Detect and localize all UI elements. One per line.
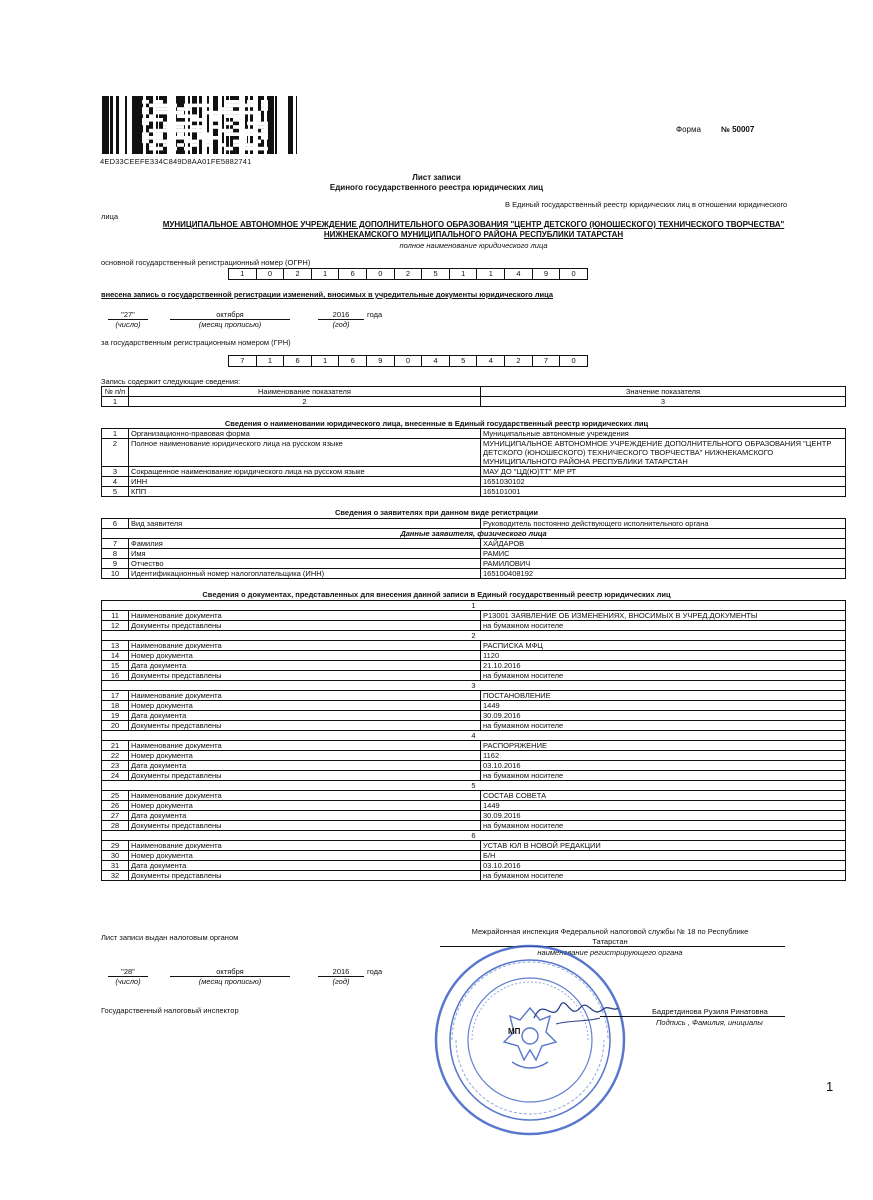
- group-row: 5: [102, 781, 846, 791]
- table-row: 19 Дата документа 30.09.2016: [102, 711, 846, 721]
- barcode-text: 4ED33CEEFE334C849D8AA01FE5882741: [100, 157, 252, 166]
- date2-year: 2016: [332, 967, 350, 976]
- section1-table: [101, 428, 846, 497]
- date1-cap-day: (число): [115, 320, 141, 329]
- table-row: 2 Полное наименование юридического лица на русском языке МУНИЦИПАЛЬНОЕ АВТОНОМНОЕ УЧРЕЖДЕНИЕ ДОПОЛНИТЕЛЬНОГО ОБРАЗОВАНИЯ "ЦЕНТР ДЕТСКОГО (ЮНОШЕСКОГО) ТЕХНИЧЕСКОГО ТВОРЧЕСТВА" НИЖНЕКАМСКОГО МУНИЦИПАЛЬНОГО РАЙОНА РЕСПУБЛИКИ ТАТАРСТАН: [102, 439, 846, 467]
- issued-text: Лист записи выдан налоговым органом: [101, 933, 239, 942]
- document-title: Лист записи: [412, 173, 461, 182]
- date1-cap-year: (год): [332, 320, 350, 329]
- ogrn-digit: 0: [257, 269, 285, 279]
- grn-digit: 2: [505, 356, 533, 366]
- authority-caption: наименование регистрирующего органа: [537, 948, 683, 957]
- table-row: 21 Наименование документа РАСПОРЯЖЕНИЕ: [102, 741, 846, 751]
- page-number: 1: [826, 1079, 834, 1094]
- ogrn-digit: 5: [422, 269, 450, 279]
- document-subtitle: Единого государственного реестра юридических лиц: [329, 183, 544, 192]
- header-table: № п/п Наименование показателя Значение показателя 1 2 3: [101, 386, 846, 407]
- intro-tail: лица: [101, 212, 119, 221]
- date2-cap-day: (число): [115, 977, 141, 986]
- table-row: 4 ИНН 1651030102: [102, 477, 846, 487]
- table-row: 26 Номер документа 1449: [102, 801, 846, 811]
- grn-label: за государственным регистрационным номером (ГРН): [101, 338, 291, 347]
- group-row: 1: [102, 601, 846, 611]
- signer-name: Бадретдинова Рузиля Ринатовна: [652, 1007, 768, 1016]
- ogrn-digit: 2: [284, 269, 312, 279]
- table-row: 20 Документы представлены на бумажном носителе: [102, 721, 846, 731]
- table-row: 15 Дата документа 21.10.2016: [102, 661, 846, 671]
- date2-cap-month: (месяц прописью): [198, 977, 262, 986]
- entry-line: внесена запись о государственной регистрации изменений, вносимых в учредительные документы юридического лица: [101, 290, 554, 299]
- table-row: 22 Номер документа 1162: [102, 751, 846, 761]
- table-row: 27 Дата документа 30.09.2016: [102, 811, 846, 821]
- inspector-label: Государственный налоговый инспектор: [101, 1006, 239, 1015]
- table-row: 18 Номер документа 1449: [102, 701, 846, 711]
- official-stamp-seal: [432, 942, 628, 1138]
- grn-digit: 6: [339, 356, 367, 366]
- table-row: 30 Номер документа Б/Н: [102, 851, 846, 861]
- grn-digit: 9: [367, 356, 395, 366]
- table-row: 32 Документы представлены на бумажном носителе: [102, 871, 846, 881]
- org-name-line2: НИЖНЕКАМСКОГО МУНИЦИПАЛЬНОГО РАЙОНА РЕСПУБЛИКИ ТАТАРСТАН: [323, 230, 624, 239]
- table-row: 28 Документы представлены на бумажном носителе: [102, 821, 846, 831]
- org-name-line1: МУНИЦИПАЛЬНОЕ АВТОНОМНОЕ УЧРЕЖДЕНИЕ ДОПОЛНИТЕЛЬНОГО ОБРАЗОВАНИЯ "ЦЕНТР ДЕТСКОГО (ЮНОШЕСКОГО) ТЕХНИЧЕСКОГО ТВОРЧЕСТВА": [162, 220, 785, 229]
- ogrn-digit: 1: [477, 269, 505, 279]
- table-row: 25 Наименование документа СОСТАВ СОВЕТА: [102, 791, 846, 801]
- table-row: 6 Вид заявителя Руководитель постоянно действующего исполнительного органа: [102, 519, 846, 529]
- grn-digits: [228, 355, 588, 367]
- grn-digit: 4: [422, 356, 450, 366]
- authority-line2: Татарстан: [592, 937, 628, 946]
- table-row: 8 Имя РАМИС: [102, 549, 846, 559]
- table-row: 13 Наименование документа РАСПИСКА МФЦ: [102, 641, 846, 651]
- grn-digit: 0: [395, 356, 423, 366]
- table-row: 29 Наименование документа УСТАВ ЮЛ В НОВОЙ РЕДАКЦИИ: [102, 841, 846, 851]
- grn-digit: 5: [450, 356, 478, 366]
- ogrn-label: основной государственный регистрационный номер (ОГРН): [101, 258, 311, 267]
- grn-digit: 1: [312, 356, 340, 366]
- authority-line1: Межрайонная инспекция Федеральной налоговой службы № 18 по Республике: [471, 927, 749, 936]
- ogrn-digit: 6: [339, 269, 367, 279]
- section2-title: Сведения о заявителях при данном виде регистрации: [335, 508, 538, 517]
- date1-year-suffix: года: [367, 310, 383, 319]
- table-row: 24 Документы представлены на бумажном носителе: [102, 771, 846, 781]
- table-row: 9 Отчество РАМИЛОВИЧ: [102, 559, 846, 569]
- group-row: 2: [102, 631, 846, 641]
- ogrn-digit: 2: [395, 269, 423, 279]
- date2-month: октября: [216, 967, 244, 976]
- grn-digit: 4: [477, 356, 505, 366]
- table-row: 3 Сокращенное наименование юридического лица на русском языке МАУ ДО "ЦД(Ю)ТТ" МР РТ: [102, 467, 846, 477]
- table-row: 12 Документы представлены на бумажном носителе: [102, 621, 846, 631]
- intro-text: В Единый государственный реестр юридических лиц в отношении юридического: [505, 200, 788, 209]
- ogrn-digit: 0: [571, 269, 576, 278]
- grn-digit: 7: [229, 356, 257, 366]
- section1-title: Сведения о наименовании юридического лица, внесенные в Единый государственный реестр юридических лиц: [224, 419, 649, 428]
- group-row: 3: [102, 681, 846, 691]
- date1-month: октября: [216, 310, 244, 319]
- table-row: 14 Номер документа 1120: [102, 651, 846, 661]
- form-number: Форма № 50007: [676, 125, 755, 134]
- date1-cap-month: (месяц прописью): [198, 320, 262, 329]
- barcode-image: [102, 96, 297, 154]
- ogrn-digit: 1: [229, 269, 257, 279]
- signer-caption: Подпись , Фамилия, инициалы: [656, 1018, 763, 1027]
- org-name-caption: полное наименование юридического лица: [399, 241, 548, 250]
- section3-table: [101, 600, 846, 881]
- date2-cap-year: (год): [332, 977, 350, 986]
- table-row: 7 Фамилия ХАЙДАРОВ: [102, 539, 846, 549]
- ogrn-digit: 1: [312, 269, 340, 279]
- subheader-row: Данные заявителя, физического лица: [102, 529, 846, 539]
- group-row: 6: [102, 831, 846, 841]
- ogrn-digit: 0: [367, 269, 395, 279]
- section3-title: Сведения о документах, представленных для внесения данной записи в Единый государственный реестр юридических лиц: [202, 590, 671, 599]
- table-row: 23 Дата документа 03.10.2016: [102, 761, 846, 771]
- grn-digit: 7: [533, 356, 561, 366]
- handwritten-signature: [530, 990, 620, 1030]
- grn-digit: 6: [284, 356, 312, 366]
- contains-text: Запись содержит следующие сведения:: [101, 377, 241, 386]
- grn-digit: 1: [257, 356, 285, 366]
- ogrn-digit: 1: [450, 269, 478, 279]
- section2-table: [101, 518, 846, 579]
- table-row: 17 Наименование документа ПОСТАНОВЛЕНИЕ: [102, 691, 846, 701]
- date1-day: "27": [121, 310, 135, 319]
- date2-year-suffix: года: [367, 967, 383, 976]
- group-row: 4: [102, 731, 846, 741]
- stamp-mp-label: МП: [508, 1027, 521, 1036]
- table-row: 10 Идентификационный номер налогоплательщика (ИНН) 165100408192: [102, 569, 846, 579]
- table-row: 5 КПП 165101001: [102, 487, 846, 497]
- table-row: 1 Организационно-правовая форма Муниципальные автономные учреждения: [102, 429, 846, 439]
- date1-year: 2016: [332, 310, 350, 319]
- ogrn-digit: 4: [505, 269, 533, 279]
- table-row: 11 Наименование документа Р13001 ЗАЯВЛЕНИЕ ОБ ИЗМЕНЕНИЯХ, ВНОСИМЫХ В УЧРЕД.ДОКУМЕНТЫ: [102, 611, 846, 621]
- grn-digit: 0: [571, 356, 576, 365]
- table-row: 31 Дата документа 03.10.2016: [102, 861, 846, 871]
- table-row: 16 Документы представлены на бумажном носителе: [102, 671, 846, 681]
- ogrn-digits: [228, 268, 588, 280]
- date2-day: "28": [121, 967, 135, 976]
- ogrn-digit: 9: [533, 269, 561, 279]
